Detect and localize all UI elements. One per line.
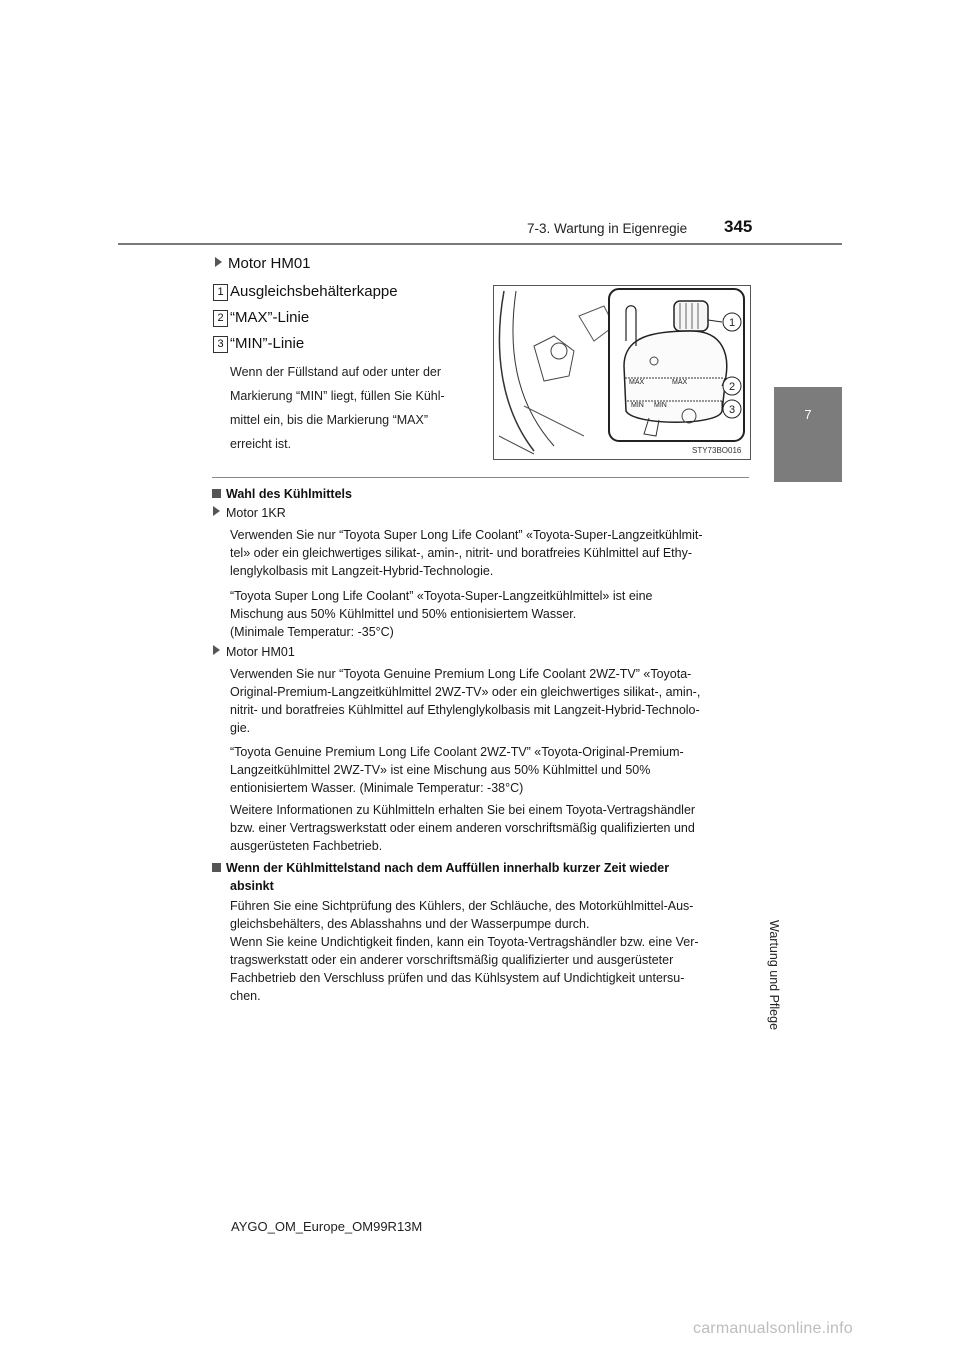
paragraph-inspection: Führen Sie eine Sichtprüfung des Kühlers, der Schläuche, des Motorkühlmittel-Aus- gleichsbehälters, des Ablasshahns und der Wasserpumpe durch. Wenn Sie keine Undichtigkeit finden, kann ein Toyota-Vertragshändler bzw. eine Ver- tragswerkstatt oder ein anderer vorschriftsmäßig qualifizierter und ausgerüsteter Fachbetrieb den Verschluss prüfen und das Kühlsystem auf Undichtigkeit untersu- chen. [230,899,699,1003]
paragraph-hm01-mixture: “Toyota Genuine Premium Long Life Coolant 2WZ-TV” «Toyota-Original-Premium- Langzeitkühlmittel 2WZ-TV» ist eine Mischung aus 50% Kühlmittel und 50% entionisiertem Wasser. (Minimale Temperatur: -38°C) [230,745,684,795]
svg-text:2: 2 [728,381,736,393]
figure-code: STY73BO016 [692,446,742,455]
heading-coolant-drop: Wenn der Kühlmittelstand nach dem Auffüllen innerhalb kurzer Zeit wieder absinkt [212,859,744,895]
callout-label-2: “MAX”-Linie [230,309,310,326]
paragraph-further-info: Weitere Informationen zu Kühlmitteln erhalten Sie bei einem Toyota-Vertragshändler bzw. einer Vertragswerkstatt oder einem anderen vorschriftsmäßig qualifizierten und ausgerüsteten Fachbetrieb. [230,803,696,853]
chapter-number: 7 [804,407,812,422]
callout-label-3: “MIN”-Linie [230,335,305,352]
callout-item-3 [213,334,228,353]
max-marking-right: MAX [672,379,688,386]
triangle-bullet-icon [213,506,220,516]
paragraph-1kr-mixture: “Toyota Super Long Life Coolant” «Toyota-Super-Langzeitkühlmittel» ist eine Mischung aus 50% Kühlmittel und 50% entionisiertem Wasser. (Minimale Temperatur: -35°C) [230,589,653,639]
page-number: 345 [724,217,753,236]
max-marking-left: MAX [629,379,645,386]
number-box: 2 [213,310,228,327]
chapter-title: Wartung und Pflege [767,920,781,1031]
number-box: 3 [213,336,228,353]
paragraph-1kr-coolant: Verwenden Sie nur “Toyota Super Long Life Coolant” «Toyota-Super-Langzeitkühlmit- tel» oder ein gleichwertiges silikat-, amin-, nitrit- und boratfreies Kühlmittel auf Ethy- lenglykolbasis mit Langzeit-Hybrid-Technologie. [230,528,703,578]
callout-item-1 [213,282,228,301]
engine-hm01-label: Motor HM01 [213,645,295,659]
triangle-bullet-icon [213,645,220,655]
document-id: AYGO_OM_Europe_OM99R13M [231,1219,423,1234]
svg-text:1: 1 [728,317,736,329]
section-title: 7-3. Wartung in Eigenregie [527,221,688,236]
triangle-bullet-icon [215,257,222,267]
heading-coolant-choice: Wahl des Kühlmittels [212,485,352,503]
callout-label-1: Ausgleichsbehälterkappe [230,283,398,300]
engine-label: Motor HM01 [215,255,311,272]
number-box: 1 [213,284,228,301]
section-divider [212,477,749,478]
coolant-reservoir-illustration [494,286,750,459]
square-bullet-icon [212,489,221,498]
square-bullet-icon [212,863,221,872]
note-text: Wenn der Füllstand auf oder unter der Markierung “MIN” liegt, füllen Sie Kühl- mittel ein, bis die Markierung “MAX” erreicht ist. [230,365,445,451]
coolant-reservoir-figure [493,285,751,460]
min-marking-right: MIN [654,402,667,409]
watermark: carmanualsonline.info [693,1320,853,1337]
chapter-tab [774,387,842,482]
engine-1kr-label: Motor 1KR [213,506,286,520]
paragraph-hm01-coolant: Verwenden Sie nur “Toyota Genuine Premium Long Life Coolant 2WZ-TV” «Toyota- Original-Premium-Langzeitkühlmittel 2WZ-TV» oder ein gleichwertiges silikat-, amin-, nitrit- und boratfreies Kühlmittel auf Ethylenglykolbasis mit Langzeit-Hybrid-Technolo- gie. [230,667,701,735]
header-rule [118,243,842,245]
callout-item-2 [213,308,228,327]
svg-text:3: 3 [728,404,736,416]
min-marking-left: MIN [631,402,644,409]
